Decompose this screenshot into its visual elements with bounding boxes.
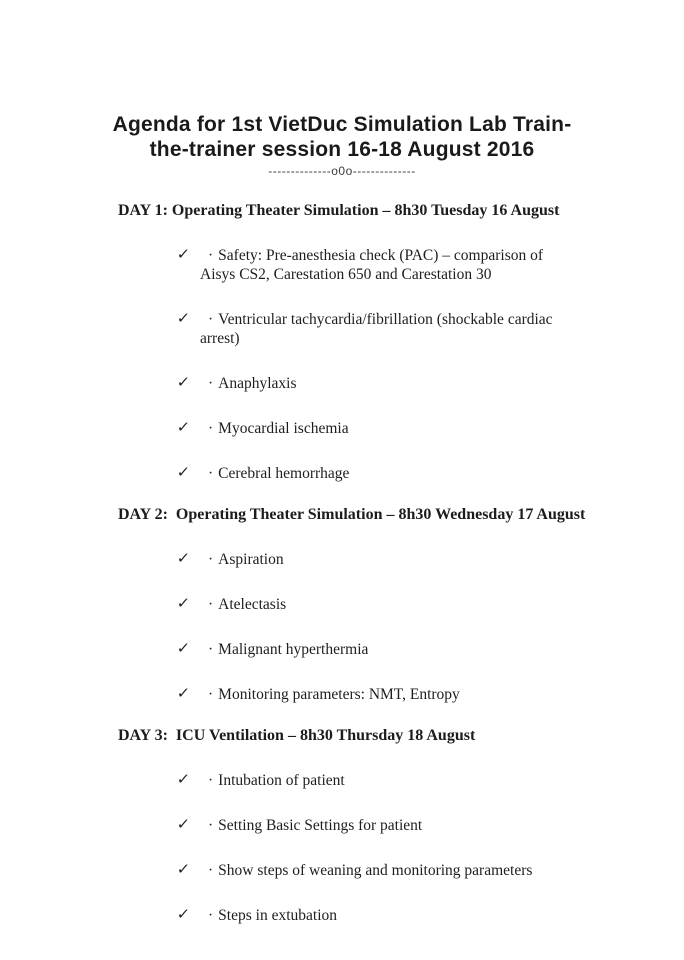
bullet-dot: · [208,551,214,568]
day-2-heading: DAY 2: Operating Theater Simulation – 8h30 Wednesday 17 August [118,506,586,523]
bullet-dot: · [208,862,214,879]
checkmark-icon: ✓ [176,684,191,702]
agenda-item-day2-1 [176,549,572,569]
agenda-item-day3-2 [176,815,572,835]
checkmark-icon: ✓ [176,770,191,788]
agenda-item-day3-4 [176,905,572,925]
checkmark-icon: ✓ [176,549,191,567]
agenda-item-text: Myocardial ischemia [218,420,349,437]
agenda-item-day1-4 [176,418,572,438]
agenda-item-day1-1 [176,245,572,284]
agenda-item-text: Anaphylaxis [218,375,297,392]
bullet-dot: · [208,596,214,613]
agenda-item-text: Aspiration [218,551,284,568]
day-3-heading: DAY 3: ICU Ventilation – 8h30 Thursday 18 August [118,727,476,744]
day-1-heading: DAY 1: Operating Theater Simulation – 8h30 Tuesday 16 August [118,202,560,219]
bullet-dot: · [208,465,214,482]
bullet-dot: · [208,817,214,834]
bullet-dot: · [208,641,214,658]
bullet-dot: · [208,311,214,328]
agenda-item-day2-4 [176,684,572,704]
checkmark-icon: ✓ [176,860,191,878]
page-title-line-2: the-trainer session 16-18 August 2016 [149,138,535,161]
agenda-item-day1-2 [176,309,572,348]
bullet-dot: · [208,375,214,392]
bullet-dot: · [208,420,214,437]
checkmark-icon: ✓ [176,594,191,612]
agenda-item-day2-3 [176,639,572,659]
agenda-item-text: Malignant hyperthermia [218,641,369,658]
checkmark-icon: ✓ [176,245,191,263]
agenda-item-day3-3 [176,860,572,880]
checkmark-icon: ✓ [176,373,191,391]
page-title [0,112,684,162]
agenda-item-text: Ventricular tachycardia/fibrillation (shockable cardiac arrest) [200,311,553,347]
bullet-dot: · [208,772,214,789]
agenda-item-text: Cerebral hemorrhage [218,465,350,482]
agenda-item-day1-3 [176,373,572,393]
bullet-dot: · [208,247,214,264]
bullet-dot: · [208,686,214,703]
checkmark-icon: ✓ [176,815,191,833]
agenda-item-text: Setting Basic Settings for patient [218,817,423,834]
page-title-line-1: Agenda for 1st VietDuc Simulation Lab Train- [112,113,572,136]
agenda-item-text: Safety: Pre-anesthesia check (PAC) – comparison of Aisys CS2, Carestation 650 and Carestation 30 [200,247,544,283]
checkmark-icon: ✓ [176,463,191,481]
checkmark-icon: ✓ [176,639,191,657]
agenda-item-text: Steps in extubation [218,907,337,924]
agenda-item-text: Monitoring parameters: NMT, Entropy [218,686,460,703]
agenda-item-text: Atelectasis [218,596,287,613]
agenda-item-text: Show steps of weaning and monitoring parameters [218,862,533,879]
bullet-dot: · [208,907,214,924]
checkmark-icon: ✓ [176,418,191,436]
agenda-item-day3-1 [176,770,572,790]
agenda-item-text: Intubation of patient [218,772,345,789]
ornamental-divider: --------------o0o-------------- [268,164,416,178]
agenda-item-day2-2 [176,594,572,614]
agenda-item-day1-5 [176,463,572,483]
checkmark-icon: ✓ [176,905,191,923]
checkmark-icon: ✓ [176,309,191,327]
